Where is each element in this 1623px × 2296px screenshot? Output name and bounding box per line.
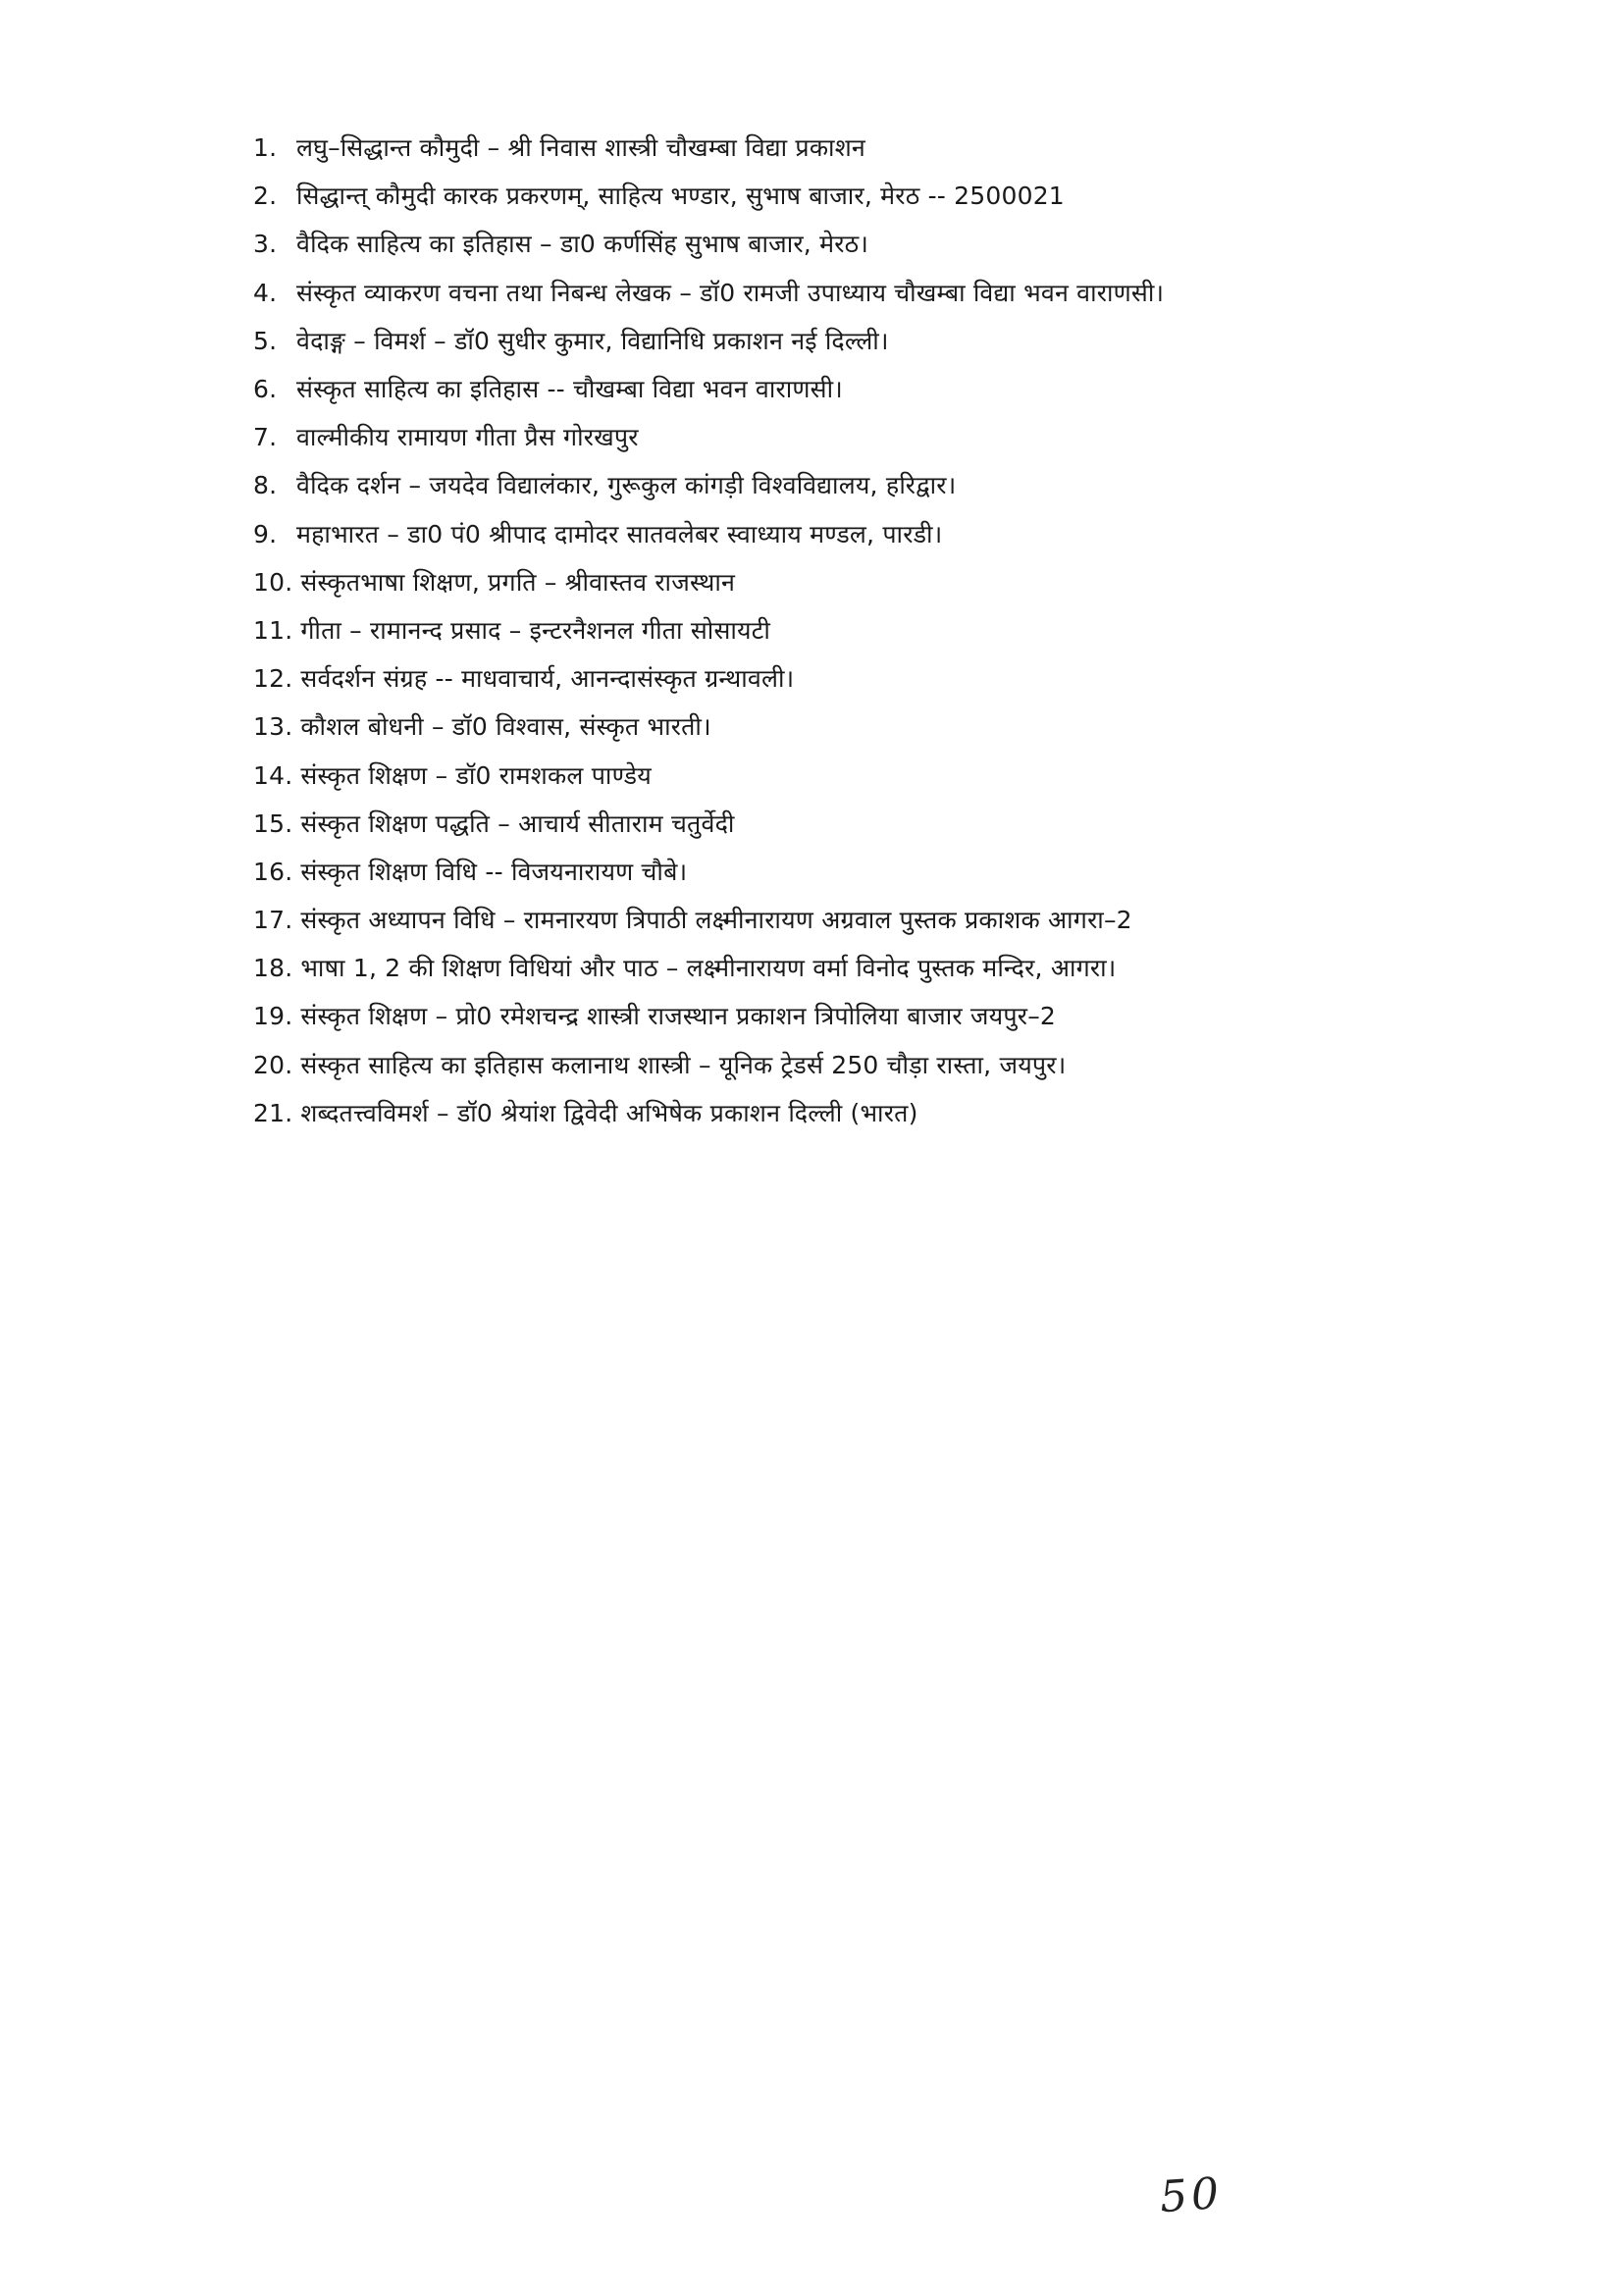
item-text: वेदाङ्ग – विमर्श – डॉ0 सुधीर कुमार, विद्यानिधि प्रकाशन नई दिल्ली। <box>296 326 889 355</box>
list-item <box>253 365 1529 413</box>
item-text: वैदिक दर्शन – जयदेव विद्यालंकार, गुरूकुल कांगड़ी विश्वविद्यालय, हरिद्वार। <box>296 471 957 500</box>
list-item <box>253 1089 1529 1137</box>
item-text: शब्दतत्त्वविमर्श – डॉ0 श्रेयांश द्विवेदी अभिषेक प्रकाशन दिल्ली (भारत) <box>300 1098 918 1127</box>
item-text: कौशल बोधनी – डॉ0 विश्वास, संस्कृत भारती। <box>300 712 711 742</box>
handwritten-page-number: 50 <box>1158 2167 1225 2223</box>
list-item <box>253 800 1529 848</box>
item-text: संस्कृतभाषा शिक्षण, प्रगति – श्रीवास्तव राजस्थान <box>300 567 736 597</box>
item-text: संस्कृत साहित्य का इतिहास कलानाथ शास्त्री – यूनिक ट्रेडर्स 250 चौड़ा रास्ता, जयपुर। <box>300 1050 1067 1079</box>
item-text: संस्कृत शिक्षण विधि -- विजयनारायण चौबे। <box>300 857 688 886</box>
list-item <box>253 172 1529 220</box>
list-item <box>253 269 1529 317</box>
item-text: संस्कृत शिक्षण – प्रो0 रमेशचन्द्र शास्त्री राजस्थान प्रकाशन त्रिपोलिया बाजार जयपुर–2 <box>300 1002 1057 1031</box>
item-text: संस्कृत शिक्षण – डॉ0 रामशकल पाण्डेय <box>300 760 652 790</box>
list-item <box>253 124 1529 172</box>
list-item <box>253 558 1529 606</box>
item-number: 19. <box>253 1002 293 1031</box>
item-text: गीता – रामानन्द प्रसाद – इन्टरनैशनल गीता सोसायटी <box>300 615 770 645</box>
item-number: 16. <box>253 857 293 886</box>
list-item <box>253 413 1529 461</box>
item-number: 17. <box>253 906 293 935</box>
list-item <box>253 317 1529 365</box>
item-number: 7. <box>253 423 278 452</box>
item-number: 14. <box>253 760 293 790</box>
list-item <box>253 510 1529 558</box>
item-number: 3. <box>253 230 278 259</box>
item-number: 9. <box>253 519 278 548</box>
item-text: सर्वदर्शन संग्रह -- माधवाचार्य, आनन्दासंस्कृत ग्रन्थावली। <box>300 664 795 694</box>
item-text: संस्कृत अध्यापन विधि – रामनारयण त्रिपाठी लक्ष्मीनारायण अग्रवाल पुस्तक प्रकाशक आगरा–2 <box>300 906 1132 935</box>
item-number: 15. <box>253 809 293 838</box>
list-item <box>253 1041 1529 1089</box>
list-item <box>253 703 1529 751</box>
item-number: 18. <box>253 954 293 983</box>
item-number: 8. <box>253 471 278 500</box>
list-item <box>253 751 1529 799</box>
item-text: भाषा 1, 2 की शिक्षण विधियां और पाठ – लक्ष्मीनारायण वर्मा विनोद पुस्तक मन्दिर, आगरा। <box>300 954 1117 983</box>
list-item <box>253 461 1529 509</box>
item-number: 1. <box>253 133 278 163</box>
list-item <box>253 944 1529 992</box>
item-number: 11. <box>253 615 293 645</box>
reference-list <box>253 124 1529 1137</box>
item-text: संस्कृत शिक्षण पद्धति – आचार्य सीताराम चतुर्वेदी <box>300 809 735 838</box>
item-text: वाल्मीकीय रामायण गीता प्रैस गोरखपुर <box>296 423 639 452</box>
item-text: वैदिक साहित्य का इतिहास – डा0 कर्णसिंह सुभाष बाजार, मेरठ। <box>296 230 869 259</box>
list-item <box>253 606 1529 654</box>
list-item <box>253 896 1529 944</box>
list-item <box>253 220 1529 268</box>
item-text: सिद्धान्त् कौमुदी कारक प्रकरणम्, साहित्य भण्डार, सुभाष बाजार, मेरठ -- 2500021 <box>296 182 1065 211</box>
item-number: 2. <box>253 182 278 211</box>
item-number: 21. <box>253 1098 293 1127</box>
item-text: संस्कृत साहित्य का इतिहास -- चौखम्बा विद्या भवन वाराणसी। <box>296 375 843 404</box>
item-number: 20. <box>253 1050 293 1079</box>
item-number: 13. <box>253 712 293 742</box>
list-item <box>253 992 1529 1040</box>
item-number: 6. <box>253 375 278 404</box>
item-text: महाभारत – डा0 पं0 श्रीपाद दामोदर सातवलेबर स्वाध्याय मण्डल, पारडी। <box>296 519 943 548</box>
list-item <box>253 848 1529 896</box>
list-item <box>253 654 1529 703</box>
item-number: 10. <box>253 567 293 597</box>
item-text: लघु–सिद्धान्त कौमुदी – श्री निवास शास्त्री चौखम्बा विद्या प्रकाशन <box>296 133 865 163</box>
item-number: 12. <box>253 664 293 694</box>
item-text: संस्कृत व्याकरण वचना तथा निबन्ध लेखक – डॉ0 रामजी उपाध्याय चौखम्बा विद्या भवन वाराणसी। <box>296 278 1165 307</box>
item-number: 5. <box>253 326 278 355</box>
item-number: 4. <box>253 278 278 307</box>
